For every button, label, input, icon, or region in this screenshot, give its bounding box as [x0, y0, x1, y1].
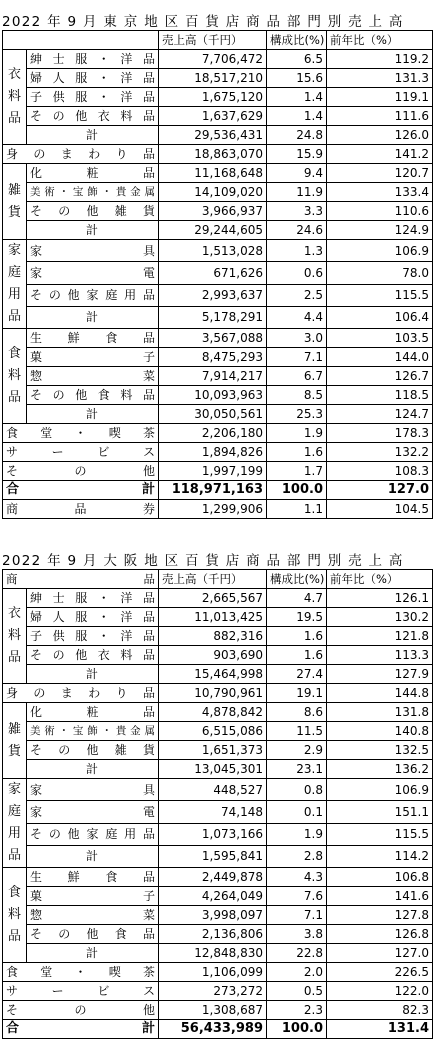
- sales-cell: 10,093,963: [159, 386, 267, 405]
- row-label: 商品券: [3, 500, 159, 519]
- share-cell: 100.0: [267, 481, 327, 500]
- table-row: [3, 481, 433, 500]
- table-row: [3, 183, 433, 202]
- sales-cell: 671,626: [159, 262, 267, 284]
- row-label: 婦人服・洋品: [27, 608, 159, 627]
- yoy-cell: 119.2: [327, 50, 433, 69]
- sales-cell: 273,272: [159, 982, 267, 1001]
- category-label: 家庭用品: [3, 779, 27, 868]
- yoy-cell: 82.3: [327, 1001, 433, 1020]
- yoy-cell: 110.6: [327, 202, 433, 221]
- row-label: 子供服・洋品: [27, 88, 159, 107]
- header-sales: 売上高（千円）: [159, 31, 267, 50]
- table-row: [3, 164, 433, 183]
- yoy-cell: 126.7: [327, 367, 433, 386]
- share-cell: 0.1: [267, 801, 327, 823]
- share-cell: 6.5: [267, 50, 327, 69]
- yoy-cell: 144.8: [327, 684, 433, 703]
- table-row: [3, 963, 433, 982]
- table-row: [3, 760, 433, 779]
- share-cell: 0.6: [267, 262, 327, 284]
- row-label: 食堂・喫茶: [3, 424, 159, 443]
- yoy-cell: 104.5: [327, 500, 433, 519]
- row-label: 身のまわり品: [3, 145, 159, 164]
- table-row: [3, 367, 433, 386]
- category-label: 雑貨: [3, 703, 27, 779]
- row-label: 美術・宝飾・貴金属: [27, 722, 159, 741]
- header-sales: 売上高（千円）: [159, 570, 267, 589]
- table-row: [3, 221, 433, 240]
- sales-cell: 8,475,293: [159, 348, 267, 367]
- sales-cell: 118,971,163: [159, 481, 267, 500]
- row-label: 惣菜: [27, 367, 159, 386]
- share-cell: 23.1: [267, 760, 327, 779]
- share-cell: 7.1: [267, 348, 327, 367]
- category-label: 食料品: [3, 329, 27, 424]
- row-label: その他衣料品: [27, 646, 159, 665]
- header-row: [3, 570, 433, 589]
- yoy-cell: 131.4: [327, 1020, 433, 1039]
- table-row: [3, 589, 433, 608]
- sales-cell: 6,515,086: [159, 722, 267, 741]
- table-row: [3, 868, 433, 887]
- share-cell: 4.7: [267, 589, 327, 608]
- sales-cell: 1,595,841: [159, 845, 267, 867]
- subtotal-label: 計: [27, 405, 159, 424]
- yoy-cell: 114.2: [327, 845, 433, 867]
- table-row: [3, 925, 433, 944]
- share-cell: 11.5: [267, 722, 327, 741]
- share-cell: 1.1: [267, 500, 327, 519]
- sales-cell: 30,050,561: [159, 405, 267, 424]
- table-row: [3, 887, 433, 906]
- table-row: [3, 823, 433, 845]
- yoy-cell: 106.4: [327, 306, 433, 328]
- header-share: 構成比(%): [267, 570, 327, 589]
- share-cell: 4.3: [267, 868, 327, 887]
- yoy-cell: 127.0: [327, 944, 433, 963]
- yoy-cell: 126.8: [327, 925, 433, 944]
- header-item: 商品: [3, 570, 159, 589]
- share-cell: 2.0: [267, 963, 327, 982]
- table-row: [3, 1020, 433, 1039]
- category-label: 衣料品: [3, 589, 27, 684]
- share-cell: 7.1: [267, 906, 327, 925]
- table-row: [3, 646, 433, 665]
- sales-cell: 2,449,878: [159, 868, 267, 887]
- table-row: [3, 722, 433, 741]
- row-label: 身のまわり品: [3, 684, 159, 703]
- share-cell: 2.3: [267, 1001, 327, 1020]
- row-label: 家電: [27, 262, 159, 284]
- table-row: [3, 906, 433, 925]
- yoy-cell: 126.1: [327, 589, 433, 608]
- table-row: [3, 424, 433, 443]
- sales-cell: 448,527: [159, 779, 267, 801]
- subtotal-label: 計: [27, 306, 159, 328]
- row-label: 化粧品: [27, 703, 159, 722]
- row-label: 生鮮食品: [27, 329, 159, 348]
- yoy-cell: 106.9: [327, 779, 433, 801]
- table-row: [3, 779, 433, 801]
- share-cell: 27.4: [267, 665, 327, 684]
- sales-cell: 15,464,998: [159, 665, 267, 684]
- yoy-cell: 136.2: [327, 760, 433, 779]
- share-cell: 1.9: [267, 424, 327, 443]
- share-cell: 1.6: [267, 627, 327, 646]
- table-row: [3, 107, 433, 126]
- subtotal-label: 計: [27, 126, 159, 145]
- row-label: その他: [3, 1001, 159, 1020]
- row-label: 紳士服・洋品: [27, 50, 159, 69]
- sales-cell: 1,997,199: [159, 462, 267, 481]
- row-label: 家具: [27, 240, 159, 262]
- yoy-cell: 131.8: [327, 703, 433, 722]
- row-label: サービス: [3, 982, 159, 1001]
- row-label: 婦人服・洋品: [27, 69, 159, 88]
- yoy-cell: 115.5: [327, 823, 433, 845]
- table-row: [3, 240, 433, 262]
- sales-cell: 7,914,217: [159, 367, 267, 386]
- share-cell: 3.3: [267, 202, 327, 221]
- share-cell: 4.4: [267, 306, 327, 328]
- share-cell: 15.6: [267, 69, 327, 88]
- subtotal-label: 計: [27, 845, 159, 867]
- sales-cell: 18,863,070: [159, 145, 267, 164]
- table-row: [3, 262, 433, 284]
- table-row: [3, 627, 433, 646]
- sales-cell: 3,567,088: [159, 329, 267, 348]
- sales-cell: 2,665,567: [159, 589, 267, 608]
- table-row: [3, 202, 433, 221]
- share-cell: 1.6: [267, 646, 327, 665]
- share-cell: 1.4: [267, 88, 327, 107]
- row-label: 美術・宝飾・貴金属: [27, 183, 159, 202]
- yoy-cell: 111.6: [327, 107, 433, 126]
- yoy-cell: 130.2: [327, 608, 433, 627]
- table-row: [3, 944, 433, 963]
- sales-cell: 1,675,120: [159, 88, 267, 107]
- yoy-cell: 113.3: [327, 646, 433, 665]
- sales-cell: 903,690: [159, 646, 267, 665]
- share-cell: 8.5: [267, 386, 327, 405]
- share-cell: 2.5: [267, 284, 327, 306]
- row-label: その他食品: [27, 925, 159, 944]
- sales-cell: 13,045,301: [159, 760, 267, 779]
- sales-cell: 29,536,431: [159, 126, 267, 145]
- share-cell: 9.4: [267, 164, 327, 183]
- table-row: [3, 801, 433, 823]
- category-label: 家庭用品: [3, 240, 27, 329]
- table-row: [3, 982, 433, 1001]
- share-cell: 2.9: [267, 741, 327, 760]
- share-cell: 1.3: [267, 240, 327, 262]
- header-row: [3, 31, 433, 50]
- sales-cell: 12,848,830: [159, 944, 267, 963]
- share-cell: 1.6: [267, 443, 327, 462]
- category-label: 食料品: [3, 868, 27, 963]
- share-cell: 15.9: [267, 145, 327, 164]
- yoy-cell: 126.0: [327, 126, 433, 145]
- yoy-cell: 140.8: [327, 722, 433, 741]
- share-cell: 3.8: [267, 925, 327, 944]
- share-cell: 0.8: [267, 779, 327, 801]
- share-cell: 1.4: [267, 107, 327, 126]
- sales-cell: 74,148: [159, 801, 267, 823]
- share-cell: 0.5: [267, 982, 327, 1001]
- sales-cell: 7,706,472: [159, 50, 267, 69]
- yoy-cell: 122.0: [327, 982, 433, 1001]
- sales-cell: 14,109,020: [159, 183, 267, 202]
- share-cell: 2.8: [267, 845, 327, 867]
- share-cell: 19.1: [267, 684, 327, 703]
- table-row: [3, 500, 433, 519]
- table-row: [3, 386, 433, 405]
- table-row: [3, 684, 433, 703]
- category-label: 衣料品: [3, 50, 27, 145]
- sales-cell: 3,998,097: [159, 906, 267, 925]
- share-cell: 19.5: [267, 608, 327, 627]
- sales-cell: 882,316: [159, 627, 267, 646]
- table-row: [3, 703, 433, 722]
- share-cell: 7.6: [267, 887, 327, 906]
- sales-cell: 4,264,049: [159, 887, 267, 906]
- yoy-cell: 127.8: [327, 906, 433, 925]
- share-cell: 100.0: [267, 1020, 327, 1039]
- row-label: その他雑貨: [27, 202, 159, 221]
- table-row: [3, 145, 433, 164]
- share-cell: 8.6: [267, 703, 327, 722]
- sales-cell: 56,433,989: [159, 1020, 267, 1039]
- yoy-cell: 141.2: [327, 145, 433, 164]
- sales-cell: 5,178,291: [159, 306, 267, 328]
- yoy-cell: 226.5: [327, 963, 433, 982]
- sales-cell: 1,308,687: [159, 1001, 267, 1020]
- share-cell: 6.7: [267, 367, 327, 386]
- yoy-cell: 151.1: [327, 801, 433, 823]
- yoy-cell: 178.3: [327, 424, 433, 443]
- tokyo-sales-table: [2, 30, 433, 519]
- table-row: [3, 348, 433, 367]
- sales-cell: 1,651,373: [159, 741, 267, 760]
- row-label: その他家庭用品: [27, 823, 159, 845]
- row-label: 家具: [27, 779, 159, 801]
- yoy-cell: 119.1: [327, 88, 433, 107]
- sales-cell: 1,637,629: [159, 107, 267, 126]
- table-row: [3, 405, 433, 424]
- yoy-cell: 144.0: [327, 348, 433, 367]
- row-label: その他衣料品: [27, 107, 159, 126]
- row-label: 合計: [3, 481, 159, 500]
- sales-cell: 29,244,605: [159, 221, 267, 240]
- row-label: 生鮮食品: [27, 868, 159, 887]
- table-row: [3, 329, 433, 348]
- table-row: [3, 443, 433, 462]
- yoy-cell: 127.9: [327, 665, 433, 684]
- row-label: その他食料品: [27, 386, 159, 405]
- header-share: 構成比(%): [267, 31, 327, 50]
- yoy-cell: 121.8: [327, 627, 433, 646]
- table-row: [3, 608, 433, 627]
- subtotal-label: 計: [27, 944, 159, 963]
- table-row: [3, 462, 433, 481]
- sales-cell: 10,790,961: [159, 684, 267, 703]
- row-label: その他雑貨: [27, 741, 159, 760]
- share-cell: 3.0: [267, 329, 327, 348]
- share-cell: 22.8: [267, 944, 327, 963]
- subtotal-label: 計: [27, 221, 159, 240]
- subtotal-label: 計: [27, 760, 159, 779]
- table-row: [3, 1001, 433, 1020]
- header-yoy: 前年比（%）: [327, 31, 433, 50]
- sales-cell: 1,073,166: [159, 823, 267, 845]
- sales-cell: 18,517,210: [159, 69, 267, 88]
- row-label: 惣菜: [27, 906, 159, 925]
- yoy-cell: 127.0: [327, 481, 433, 500]
- yoy-cell: 115.5: [327, 284, 433, 306]
- table-row: [3, 284, 433, 306]
- sales-cell: 2,136,806: [159, 925, 267, 944]
- yoy-cell: 124.9: [327, 221, 433, 240]
- yoy-cell: 103.5: [327, 329, 433, 348]
- row-label: 菓子: [27, 887, 159, 906]
- row-label: その他: [3, 462, 159, 481]
- yoy-cell: 141.6: [327, 887, 433, 906]
- yoy-cell: 78.0: [327, 262, 433, 284]
- table-row: [3, 88, 433, 107]
- yoy-cell: 108.3: [327, 462, 433, 481]
- row-label: 化粧品: [27, 164, 159, 183]
- table-row: [3, 665, 433, 684]
- sales-cell: 2,206,180: [159, 424, 267, 443]
- share-cell: 24.8: [267, 126, 327, 145]
- yoy-cell: 131.3: [327, 69, 433, 88]
- row-label: 菓子: [27, 348, 159, 367]
- sales-cell: 3,966,937: [159, 202, 267, 221]
- table-row: [3, 69, 433, 88]
- table-row: [3, 741, 433, 760]
- share-cell: 24.6: [267, 221, 327, 240]
- share-cell: 1.9: [267, 823, 327, 845]
- table-row: [3, 845, 433, 867]
- subtotal-label: 計: [27, 665, 159, 684]
- yoy-cell: 124.7: [327, 405, 433, 424]
- sales-cell: 2,993,637: [159, 284, 267, 306]
- yoy-cell: 120.7: [327, 164, 433, 183]
- share-cell: 1.7: [267, 462, 327, 481]
- row-label: 紳士服・洋品: [27, 589, 159, 608]
- yoy-cell: 132.2: [327, 443, 433, 462]
- yoy-cell: 132.5: [327, 741, 433, 760]
- table-row: [3, 306, 433, 328]
- header-yoy: 前年比（%）: [327, 570, 433, 589]
- osaka-title: 2022 年 9 月 大 阪 地 区 百 貨 店 商 品 部 門 別 売 上 高: [2, 553, 404, 569]
- yoy-cell: 133.4: [327, 183, 433, 202]
- share-cell: 25.3: [267, 405, 327, 424]
- row-label: その他家庭用品: [27, 284, 159, 306]
- sales-cell: 1,299,906: [159, 500, 267, 519]
- yoy-cell: 106.9: [327, 240, 433, 262]
- header-item: [3, 31, 159, 50]
- category-label: 雑貨: [3, 164, 27, 240]
- row-label: サービス: [3, 443, 159, 462]
- osaka-sales-table: [2, 569, 433, 1039]
- row-label: 家電: [27, 801, 159, 823]
- sales-cell: 1,106,099: [159, 963, 267, 982]
- sales-cell: 4,878,842: [159, 703, 267, 722]
- row-label: 食堂・喫茶: [3, 963, 159, 982]
- row-label: 合計: [3, 1020, 159, 1039]
- table-row: [3, 126, 433, 145]
- sales-cell: 1,513,028: [159, 240, 267, 262]
- tokyo-title: 2022 年 9 月 東 京 地 区 百 貨 店 商 品 部 門 別 売 上 高: [2, 14, 404, 30]
- share-cell: 11.9: [267, 183, 327, 202]
- yoy-cell: 106.8: [327, 868, 433, 887]
- sales-cell: 11,013,425: [159, 608, 267, 627]
- row-label: 子供服・洋品: [27, 627, 159, 646]
- sales-cell: 1,894,826: [159, 443, 267, 462]
- yoy-cell: 118.5: [327, 386, 433, 405]
- sales-cell: 11,168,648: [159, 164, 267, 183]
- table-row: [3, 50, 433, 69]
